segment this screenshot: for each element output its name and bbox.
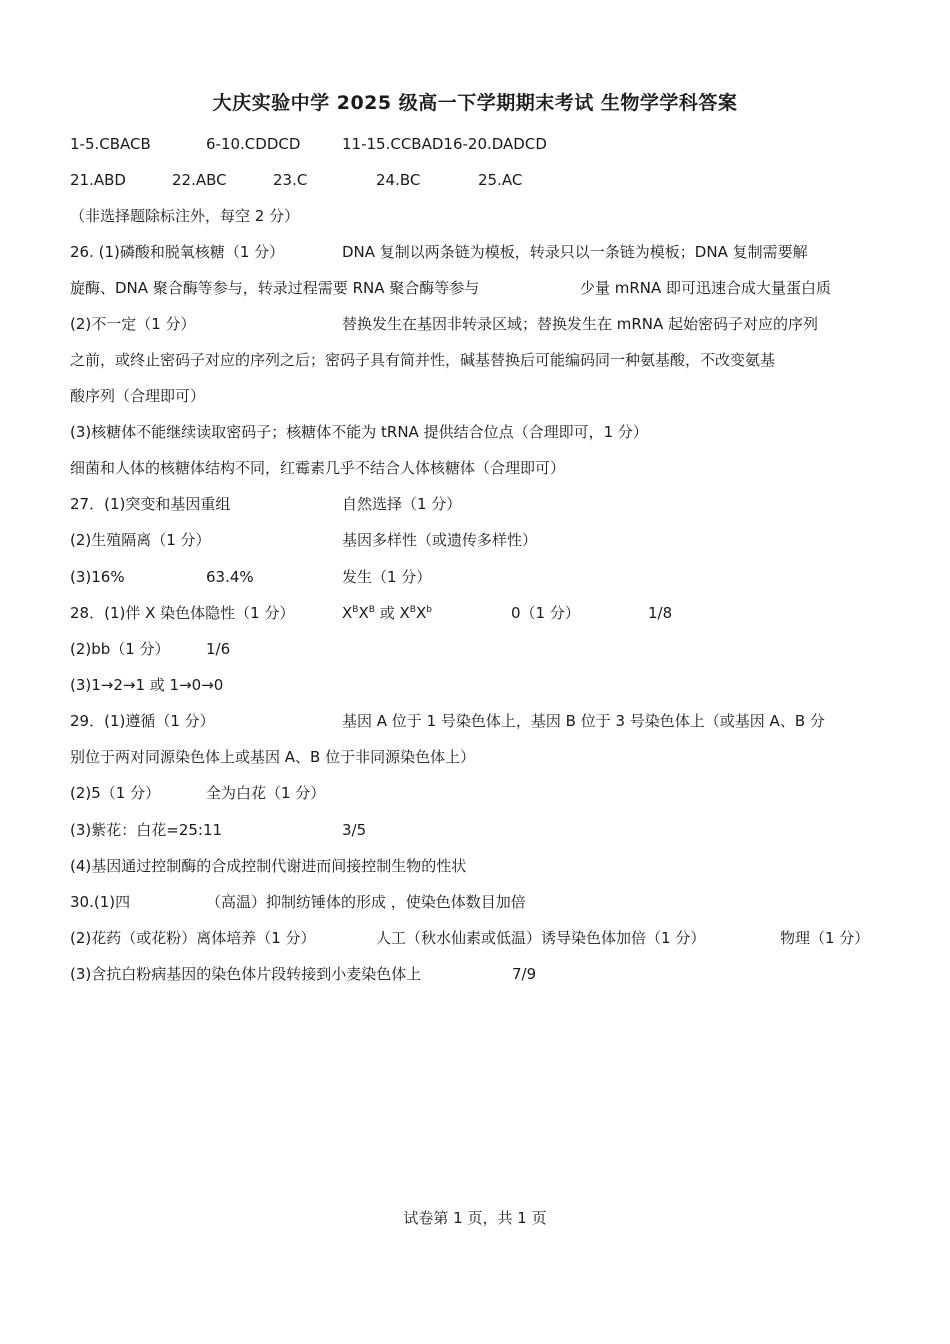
q26-part2-answer: 之前，或终止密码子对应的序列之后；密码子具有简并性，碱基替换后可能编码同一种氨基酸，不改变氨基 (70, 351, 776, 369)
q30-part2-answer: 物理（1 分） (780, 929, 870, 947)
q30-part3-answer: (3)含抗白粉病基因的染色体片段转接到小麦染色体上 (70, 965, 422, 983)
q28-part3-answer: (3)1→2→1 或 1→0→0 (70, 676, 224, 694)
q30-part1-answer: 30.(1)四 (70, 893, 131, 911)
q26-part2-answer: 酸序列（合理即可） (70, 387, 206, 405)
q27-part3-answer: (3)16% (70, 568, 125, 586)
q27-part3-answer: 63.4% (206, 568, 254, 586)
mc-answer: 6-10.CDDCD (206, 135, 301, 153)
q28-genotype: $X^BX^B$ 或 $X^BX^b$ (342, 604, 432, 622)
q30-part2-answer: 人工（秋水仙素或低温）诱导染色体加倍（1 分） (376, 929, 706, 947)
q28-part2-answer: (2)bb（1 分） (70, 640, 170, 658)
q26-part3-answer: (3)核糖体不能继续读取密码子；核糖体不能为 tRNA 提供结合位点（合理即可，1 分） (70, 423, 648, 441)
q26-part3-answer: 细菌和人体的核糖体结构不同，红霉素几乎不结合人体核糖体（合理即可） (70, 459, 566, 477)
q29-part2-answer: (2)5（1 分） (70, 784, 161, 802)
q26-part1-answer: 旋酶、DNA 聚合酶等参与，转录过程需要 RNA 聚合酶等参与 (70, 279, 480, 297)
q26-part2-answer: (2)不一定（1 分） (70, 315, 196, 333)
mc-answer: 11-15.CCBAD16-20.DADCD (342, 135, 547, 153)
q27-part3-answer: 发生（1 分） (342, 568, 432, 586)
q28-part1-answer: 28．(1)伴 X 染色体隐性（1 分） (70, 604, 295, 622)
mc-answer: 25.AC (478, 171, 523, 189)
q28-part1-answer: 1/8 (648, 604, 673, 622)
mc-answer: 23.C (273, 171, 308, 189)
q27-part2-answer: 基因多样性（或遗传多样性） (342, 531, 538, 549)
page-footer: 试卷第 1 页，共 1 页 (403, 1209, 547, 1227)
q29-part1-answer: 基因 A 位于 1 号染色体上，基因 B 位于 3 号染色体上（或基因 A、B 分 (342, 712, 825, 730)
mc-answer: 22.ABC (172, 171, 227, 189)
mc-answer: 21.ABD (70, 171, 126, 189)
q30-part1-answer: （高温）抑制纺锤体的形成 ，使染色体数目加倍 (206, 893, 526, 911)
mc-answer: 24.BC (376, 171, 421, 189)
q29-part3-answer: (3)紫花：白花=25:11 (70, 821, 223, 839)
q28-part2-answer: 1/6 (206, 640, 231, 658)
q29-part3-answer: 3/5 (342, 821, 367, 839)
q27-part1-answer: 自然选择（1 分） (342, 495, 462, 513)
mc-answer: 1-5.CBACB (70, 135, 151, 153)
scoring-note: （非选择题除标注外，每空 2 分） (70, 207, 300, 225)
q29-part4-answer: (4)基因通过控制酶的合成控制代谢进而间接控制生物的性状 (70, 857, 467, 875)
q30-part2-answer: (2)花药（或花粉）离体培养（1 分） (70, 929, 316, 947)
q28-part1-answer: 0（1 分） (511, 604, 580, 622)
q27-part2-answer: (2)生殖隔离（1 分） (70, 531, 211, 549)
page-title: 大庆实验中学 2025 级高一下学期期末考试 生物学学科答案 (212, 92, 738, 114)
q29-part1-answer: 别位于两对同源染色体上或基因 A、B 位于非同源染色体上） (70, 748, 476, 766)
q29-part1-answer: 29．(1)遵循（1 分） (70, 712, 215, 730)
q26-part1-answer: 26. (1)磷酸和脱氧核糖（1 分） (70, 243, 285, 261)
q26-part1-answer: 少量 mRNA 即可迅速合成大量蛋白质 (580, 279, 832, 297)
q26-part2-answer: 替换发生在基因非转录区域；替换发生在 mRNA 起始密码子对应的序列 (342, 315, 819, 333)
q27-part1-answer: 27．(1)突变和基因重组 (70, 495, 231, 513)
q26-part1-answer: DNA 复制以两条链为模板，转录只以一条链为模板；DNA 复制需要解 (342, 243, 808, 261)
q30-part3-answer: 7/9 (512, 965, 537, 983)
q29-part2-answer: 全为白花（1 分） (206, 784, 326, 802)
